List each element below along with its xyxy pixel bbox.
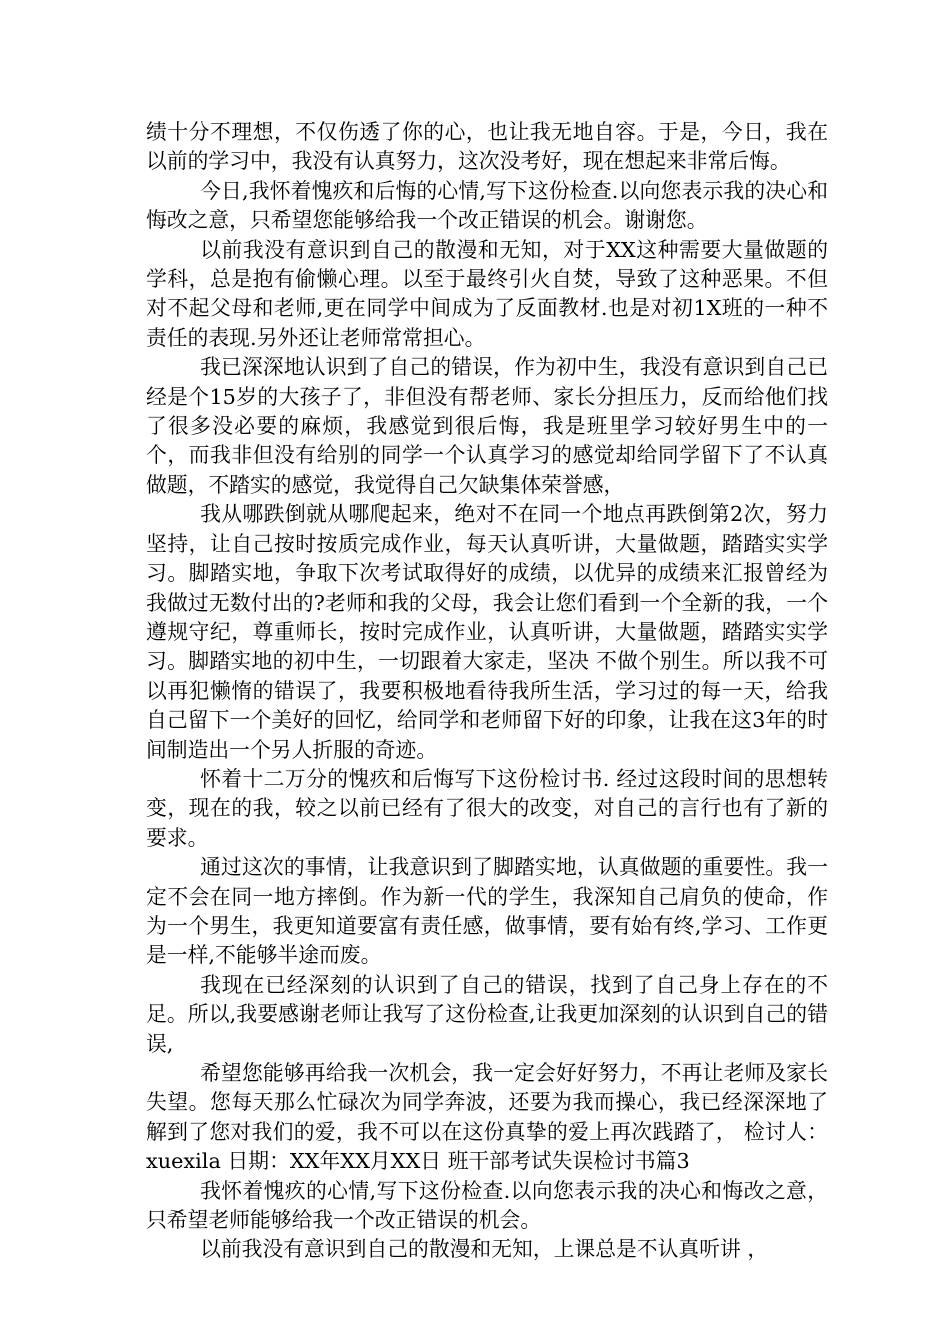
document-page [146, 118, 828, 1265]
paragraph-8: 我现在已经深刻的认识到了自己的错误，找到了自己身上存在的不足。所以,我要感谢老师让我写了这份检查,让我更加深刻的认识到自己的错误, [146, 972, 828, 1056]
paragraph-1: 绩十分不理想，不仅伤透了你的心，也让我无地自容。于是，今日，我在以前的学习中，我没有认真努力，这次没考好，现在想起来非常后悔。 [146, 120, 828, 174]
paragraph-11: 以前我没有意识到自己的散漫和无知，上课总是不认真听讲 ， [200, 1237, 769, 1262]
paragraph-9: 希望您能够再给我一次机会，我一定会好好努力，不再让老师及家长失望。您每天那么忙碌次为同学奔波，还要为我而操心，我已经深深地了解到了您对我们的爱，我不可以在这份真挚的爱上再次践踏了， 检讨人：xuexila 日期：XX年XX月XX日 班干部考试失误检讨书篇3 [146, 1061, 828, 1174]
paragraph-10: 我怀着愧疚的心情,写下这份检查.以向您表示我的决心和悔改之意，只希望老师能够给我一个改正错误的机会。 [146, 1178, 829, 1233]
paragraph-6: 怀着十二万分的愧疚和后悔写下这份检讨书. 经过这段时间的思想转变，现在的我，较之以前已经有了很大的改变，对自己的言行也有了新的要求。 [146, 766, 828, 850]
paragraph-2: 今日,我怀着愧疚和后悔的心情,写下这份检查.以向您表示我的决心和悔改之意，只希望您能够给我一个改正错误的机会。谢谢您。 [146, 178, 828, 233]
paragraph-4: 我已深深地认识到了自己的错误，作为初中生，我没有意识到自己已经是个15岁的大孩子了，非但没有帮老师、家长分担压力，反而给他们找了很多没必要的麻烦，我感觉到很后悔，我是班里学习较好男生中的一个，而我非但没有给别的同学一个认真学习的感觉却给同学留下了不认真做题，不踏实的感觉，我觉得自己欠缺集体荣誉感， [146, 355, 828, 497]
paragraph-3: 以前我没有意识到自己的散漫和无知，对于XX这种需要大量做题的学科，总是抱有偷懒心理。以至于最终引火自焚，导致了这种恶果。不但对不起父母和老师,更在同学中间成为了反面教材.也是对初1X班的一种不责任的表现.另外还让老师常常担心。 [146, 237, 828, 350]
paragraph-7: 通过这次的事情，让我意识到了脚踏实地，认真做题的重要性。我一定不会在同一地方摔倒。作为新一代的学生，我深知自己肩负的使命，作为一个男生，我更知道要富有责任感，做事情，要有始有终,学习、工作更是一样,不能够半途而废。 [146, 855, 828, 968]
paragraph-5: 我从哪跌倒就从哪爬起来，绝对不在同一个地点再跌倒第2次，努力坚持，让自己按时按质完成作业，每天认真听讲，大量做题，踏踏实实学习。脚踏实地，争取下次考试取得好的成绩，以优异的成绩来汇报曾经为我做过无数付出的?老师和我的父母，我会让您们看到一个全新的我，一个遵规守纪，尊重师长，按时完成作业，认真听讲，大量做题，踏踏实实学习。脚踏实地的初中生，一切跟着大家走，坚决 不做个别生。所以我不可以再犯懒惰的错误了，我要积极地看待我所生活，学习过的每一天，给我自己留下一个美好的回忆，给同学和老师留下好的印象，让我在这3年的时间制造出一个另人折服的奇迹。 [146, 502, 828, 762]
